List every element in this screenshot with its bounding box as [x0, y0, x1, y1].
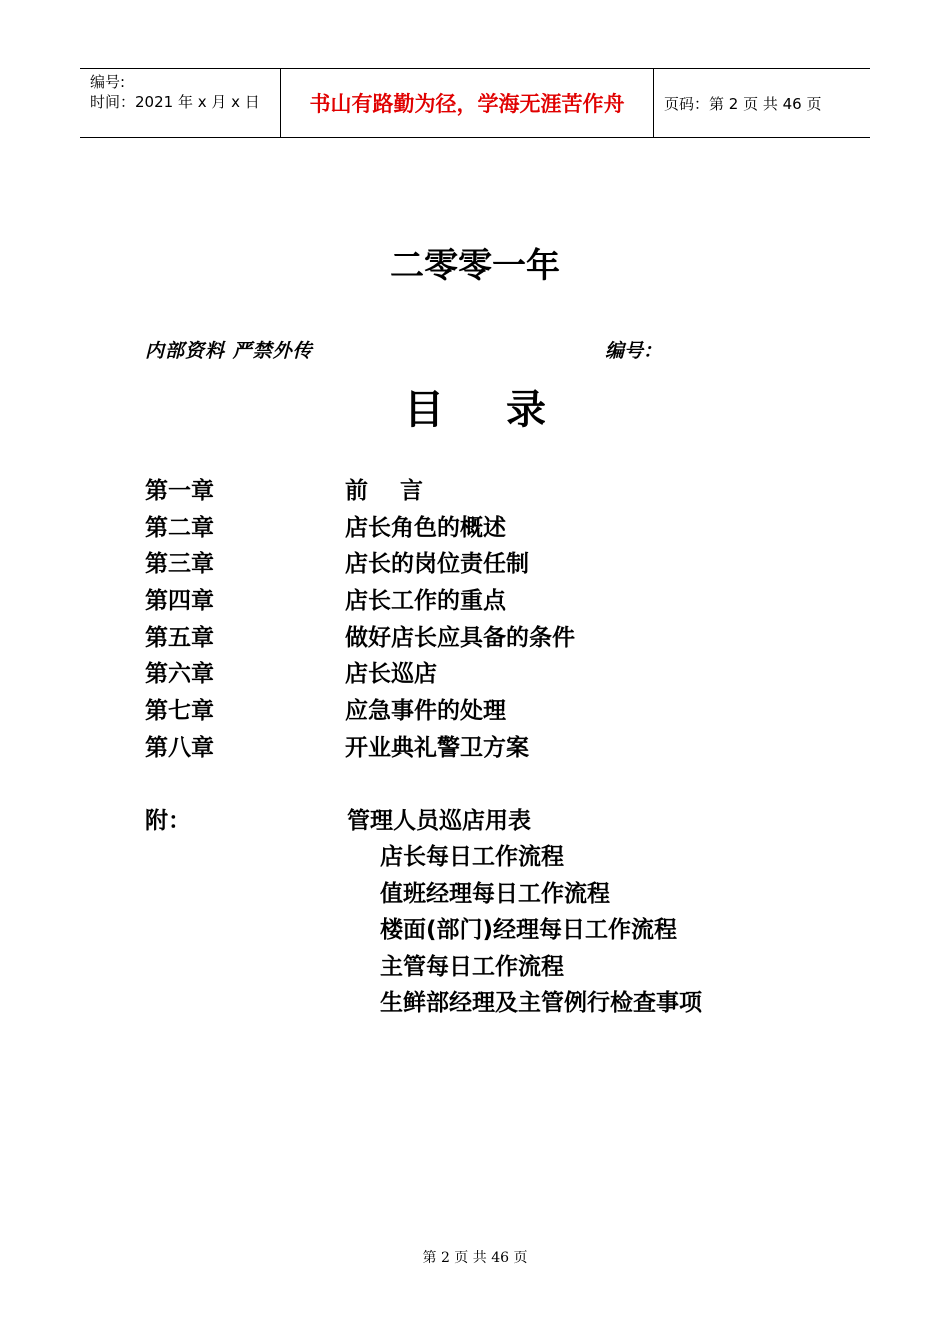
chapter-number: 第一章 [145, 477, 214, 504]
annex-item: 生鲜部经理及主管例行检查事项 [380, 990, 702, 1017]
chapter-number: 第二章 [145, 514, 214, 541]
chapter-number: 第五章 [145, 624, 214, 651]
table-of-contents [145, 470, 575, 764]
chapter-number: 第三章 [145, 551, 214, 578]
toc-row [145, 690, 575, 727]
header-meta [80, 69, 281, 137]
chapter-title: 店长的岗位责任制 [345, 551, 529, 578]
serial-label: 编号: [90, 73, 126, 91]
annex-row [145, 800, 702, 837]
serial-number-label: 编号： [605, 340, 663, 362]
page-header [80, 68, 870, 138]
year-title: 二零零一年 [390, 246, 560, 286]
annex-item: 主管每日工作流程 [380, 953, 564, 980]
toc-row [145, 617, 575, 654]
page-footer: 第 2 页 共 46 页 [422, 1250, 528, 1266]
header-page-info: 页码：第 2 页 共 46 页 [664, 94, 822, 113]
chapter-title: 前 言 [345, 477, 424, 504]
toc-row [145, 543, 575, 580]
chapter-title: 店长工作的重点 [345, 587, 506, 614]
annex-item: 楼面(部门)经理每日工作流程 [380, 917, 678, 944]
annex-label: 附： [145, 807, 191, 834]
toc-row [145, 653, 575, 690]
header-motto: 书山有路勤为径，学海无涯苦作舟 [281, 69, 654, 137]
chapter-number: 第七章 [145, 697, 214, 724]
annex-item: 店长每日工作流程 [380, 844, 564, 871]
time-label: 时间：2021 年 x 月 x 日 [90, 93, 260, 111]
toc-row [145, 580, 575, 617]
annex-row [145, 837, 702, 874]
chapter-number: 第四章 [145, 587, 214, 614]
internal-note: 内部资料 严禁外传 [145, 340, 313, 362]
toc-title: 目录 [404, 387, 608, 433]
chapter-title: 开业典礼警卫方案 [345, 734, 529, 761]
annex-item: 管理人员巡店用表 [347, 807, 531, 834]
annex-row [145, 946, 702, 983]
toc-row [145, 470, 575, 507]
annex-row [145, 910, 702, 947]
annex-row [145, 983, 702, 1020]
chapter-number: 第六章 [145, 661, 214, 688]
chapter-number: 第八章 [145, 734, 214, 761]
chapter-title: 店长角色的概述 [345, 514, 506, 541]
chapter-title: 店长巡店 [345, 661, 437, 688]
toc-row [145, 507, 575, 544]
chapter-title: 应急事件的处理 [345, 697, 506, 724]
chapter-title: 做好店长应具备的条件 [345, 624, 575, 651]
toc-row [145, 727, 575, 764]
annex-row [145, 873, 702, 910]
annex-section [145, 800, 702, 1019]
annex-item: 值班经理每日工作流程 [380, 880, 610, 907]
